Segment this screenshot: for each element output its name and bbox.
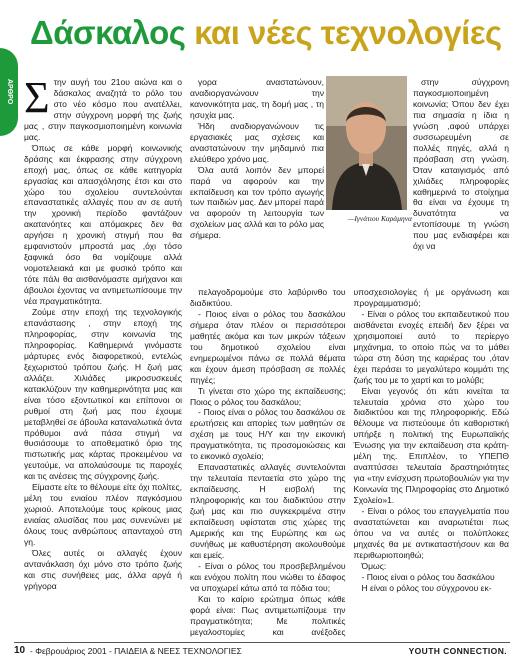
paragraph: Όλες αυτές οι αλλαγές έχουν αντανάκλαση όχι μόνο στο τρόπο ζωής και στις συνήθειες μας, άλλα αργά ή γρήγορα — [24, 547, 182, 591]
paragraph: Είμαστε είτε το θέλουμε είτε όχι πολίτες, μέλη του ενιαίου πλέον παγκόσμιου χωριού. Αποτελούμε τους κρίκους μιας ενιαίας αλυσίδας που μας συνενώνει με όλους τους ανθρώπους απανταχού στη γη. — [24, 482, 182, 548]
paragraph: - Ποιος είναι ο ρόλος του δασκάλου σε ερωτήσεις και απορίες των μαθητών σε σχέση με τους Η/Υ και την εικονική πραγματικότητα, τις προσομοιώσεις και το εικονικό σχολείο; — [190, 407, 346, 462]
paragraph: - Είναι ο ρόλος του προσβεβλημένου και ενόχου πολίτη που νιώθει το έδαφος να υποχωρεί κάτω από τα πόδια του; — [190, 560, 346, 593]
paragraph: Όπως σε κάθε μορφή κοινωνικής δράσης και έκφρασης στην σύγχρονη εποχή μας, όπως σε κάθε κατηγορία εργασίας και απασχόλησης έτσι και στο χώρο του σχολείου συντελούνται επαναστατικές αλλαγές που αν σε αυτή την χρονική περίοδο φαντάζουν ακατανόητες και απόμακρες δεν θα αργήσει η χρονική στιγμή που θα εμφανιστούν μπροστά μας ,όχι τόσο ξαφνικά όσο θα νομίζουμε αλλά νομοτελειακά και με φυσικό τρόπο και τότε πάλι θα αισθανόμαστε αμήχανοι και άβουλοι έχοντας να αντιμετωπίσουμε την νέα πραγματικότητα. — [24, 142, 182, 307]
page-number: 10 — [14, 645, 26, 656]
paragraph: - Ποιος είναι ο ρόλος του δασκάλου σήμερα όταν πλέον οι περισσότεροι μαθητές ακόμα και των μικρών τάξεων του δημοτικού σχολείου είναι ενημερωμένοι πάνω σε πολλά θέματα και έχουν άμεση πρόσβαση σε πολλές πηγές; — [190, 308, 346, 385]
paragraph: πελαγοδρομούμε στο λαβύρινθο του διαδικτύου. — [190, 287, 346, 308]
portrait-image — [326, 76, 407, 210]
paragraph: Επαναστατικές αλλαγές συντελούνται την τελευταία πενταετία στο χώρο της εκπαίδευσης. Η εισβολή της πληροφορικής και του διαδικτύου στην ζωή μας και πιο συγκεκριμένα στην εκπαίδευση υφίσταται στις χώρες της Αμερικής και της Ευρώπης και ως συνήθως με καθυστέρηση ακολουθούμε και εμείς. — [190, 462, 346, 560]
footer-issue-text: - Φεβρουάριος 2001 - ΠΑΙΔΕΙΑ & ΝΕΕΣ ΤΕΧΝΟΛΟΓΙΕΣ — [30, 646, 242, 656]
footer-publication: YOUTH CONNECTION. — [408, 646, 507, 656]
paragraph: Όμως: — [361, 560, 387, 571]
column-2 — [190, 77, 324, 241]
title-part-2: και νέες τεχνολογίες — [194, 14, 502, 51]
footer-rule — [14, 642, 510, 643]
paragraph: - Είναι ο ρόλος του επαγγελματία που αναστατώνεται και αναρωτιέται πως όπου να να αυτές οι πολύπλοκες μηχανές θα με αντικαταστήσουν και θα περιθωριοποιηθώ; — [353, 506, 509, 560]
paragraph: Ζούμε στην εποχή της τεχνολογικής επανάστασης , στην εποχή της πληροφορίας, στην κοινωνία της πληροφορίας. Καθημερινά γινόμαστε μάρτυρες ενός διαφορετικού, εντελώς ξεχωριστού τρόπου ζωής. Η ζωή μας αλλάζει. Χιλιάδες μικροσυσκευές κατακλύζουν την καθημερινότητα μας και είναι τόσο εξοντωτικοί και επίπονοι οι ρυθμοί στη ζωή μας που έχουμε μεταβληθεί σε άβουλα καταναλωτικά όντα πρόθυμοι ανά πάσα στιγμή να θυσιάσουμε το αποθεματικό όριο της πιστωτικής μας κάρτας προκειμένου να γευτούμε, να απολαύσουμε τις παροχές και τις ανέσεις της σύγχρονης ζωής. — [24, 307, 182, 482]
author-photo — [326, 76, 407, 210]
paragraph: Η είναι ο ρόλος του σύγχρονου εκ- — [361, 582, 492, 593]
paragraph: Και το καίριο ερώτημα όπως κάθε φορά είναι: Πως αντιμετωπίζουμε την πραγματικότητα; Με πολιτικές μεγαλοστομίες και ανέξοδες υποσχεσιολογίες ή με οργάνωση και προγραμματισμό; — [190, 287, 509, 637]
dropcap: Σ — [24, 73, 50, 122]
paragraph: - Είναι ο ρόλος του εκπαιδευτικού που αισθάνεται ενοχές επειδή δεν ξέρει να χρησιμοποιεί αυτό το περίεργο μηχάνημα, το οποίο πώς να το μάθει τώρα στη δύση της καριέρας του ,όταν έχει περάσει το μεγαλύτερο κομμάτι της ζωής του με το χαρτί και το μολύβι; — [353, 308, 509, 385]
lower-text-block — [190, 287, 509, 639]
photo-caption: —Ιγνάτιου Καράμηνα — [347, 214, 412, 223]
paragraph: Τι γίνεται στο χώρο της εκπαίδευσης; Ποιος ο ρόλος του δασκάλου; — [190, 385, 346, 407]
paragraph: γορα αναστατώνουν, αναδιοργανώνουν την κανονικότητα μας, τη δομή μας , τη ησυχία μας. — [190, 77, 324, 120]
column-1 — [24, 73, 182, 592]
title-part-1: Δάσκαλος — [30, 14, 186, 51]
paragraph: - Ποιος είναι ο ρόλος του δασκάλου — [361, 571, 495, 582]
paragraph: Ήδη αναδιοργανώνουν τις εργασιακές μας σχέσεις και αναστατώνουν την μηδαμινό πια ελεύθερο χρόνο μας. — [190, 120, 324, 164]
paragraph: Όλα αυτά λοιπόν δεν μπορεί παρά να αφορούν και την εκπαίδευση και τον τρόπο αγωγής των παιδιών μας. Δεν μπορεί παρά να αφορούν τη λειτουργία των σχολείων μας αλλά και το ρόλο μας σήμερα. — [190, 164, 324, 241]
column-3 — [413, 77, 509, 252]
article-title — [30, 14, 510, 58]
paragraph: την αυγή του 21ου αιώνα και ο δάσκαλος αναζητά το ρόλο του στο νέο κόσμο που ανατέλλει, στην σύγχρονη μορφή της ζωής μας , στην παγκοσμιοποιημένη κοινωνία μας. — [24, 77, 182, 142]
section-tab-label: ΑΡΘΡΟ — [6, 79, 13, 105]
paragraph: στην σύγχρονη παγκοσμιοποιημένη κοινωνία; Όπου δεν έχει πια σημασία η ίδια η γνώση ,αφού υπάρχει συσσωρευμένη σε πολλές πηγές, αλλά η πρόσβαση στη γνώση. Όταν καταιγισμός από χιλιάδες πληροφορίες καθημερινά το στοίχημα θα είναι να έχουμε τη δυνατότητα να εντοπίσουμε τη γνώση που μας ενδιαφέρει και όχι να — [413, 77, 509, 252]
paragraph: Είναι γεγονός ότι κάτι κινείται τα τελευταία χρόνια στο χώρο του διαδικτύου και της πληροφορικής. Εδώ θέλουμε να πιστεύουμε ότι καθοριστική υπήρξε η πολιτική της Ευρωπαϊκής Ένωσης για την εκπαίδευση στα κράτη-μέλη της. Επιπλέον, το ΥΠΕΠΘ αναπτύσσει τελευταία δραστηριότητες για «την ενίσχυση πρωτοβουλιών για την Κοινωνία της Πληροφορίας στο Δημοτικό Σχολείο»1. — [353, 385, 509, 506]
